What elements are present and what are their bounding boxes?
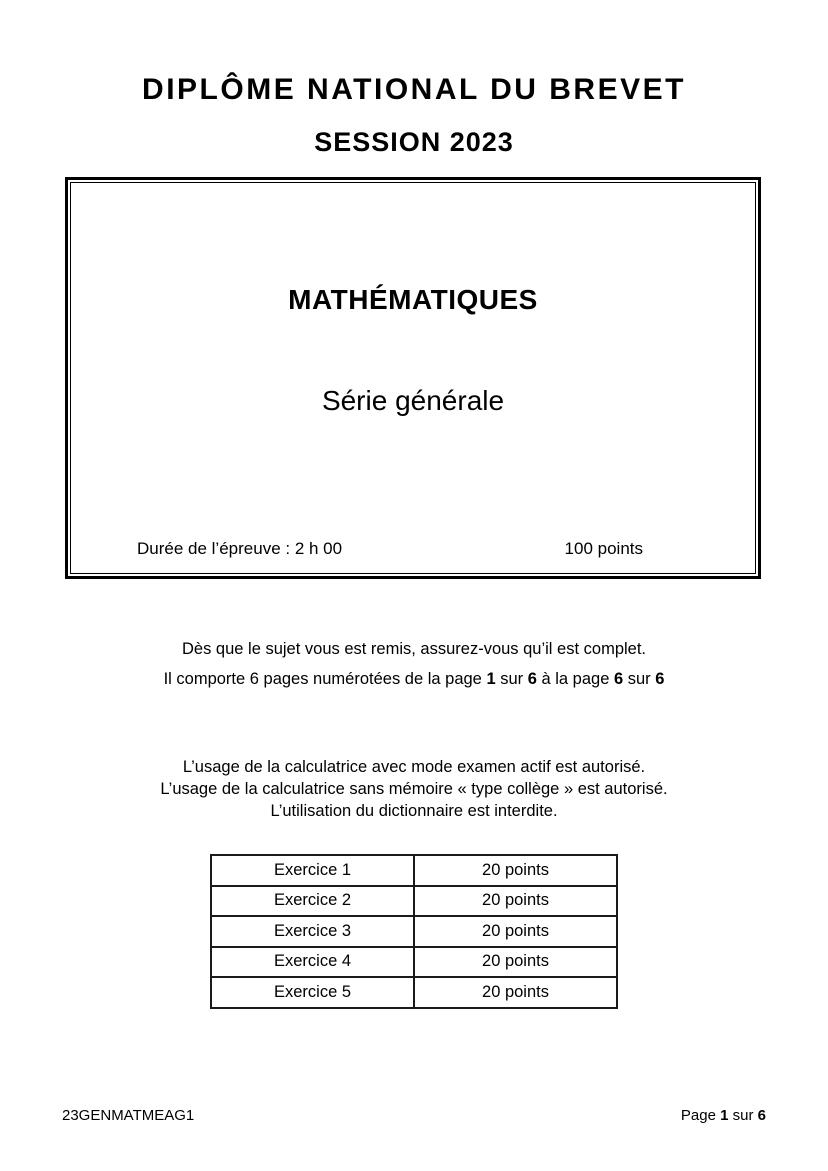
exercise-cell: Exercice 5 <box>211 977 414 1008</box>
pagination-number: 6 <box>655 670 665 688</box>
pagination-text: sur <box>495 670 528 688</box>
table-row <box>211 947 617 978</box>
exercise-cell: Exercice 1 <box>211 855 414 886</box>
table-row <box>211 916 617 947</box>
subject-box-inner-border <box>70 182 756 574</box>
exercise-cell: Exercice 4 <box>211 947 414 978</box>
points-table <box>210 854 618 1009</box>
table-row <box>211 855 617 886</box>
points-cell: 20 points <box>414 886 617 917</box>
subject-box <box>65 177 761 579</box>
points-cell: 20 points <box>414 947 617 978</box>
exam-title: DIPLÔME NATIONAL DU BREVET <box>142 73 686 106</box>
pagination-text: sur <box>623 670 656 688</box>
page-number-current: 1 <box>720 1107 729 1124</box>
exam-duration: Durée de l’épreuve : 2 h 00 <box>137 539 343 558</box>
completeness-line2 <box>0 664 828 694</box>
pagination-number: 6 <box>613 670 624 688</box>
pagination-number: 6 <box>527 670 537 688</box>
calculator-line1: L’usage de la calculatrice avec mode examen actif est autorisé. <box>182 758 646 776</box>
completeness-notice <box>0 634 828 694</box>
calculator-notice <box>0 756 828 822</box>
exercise-cell: Exercice 3 <box>211 916 414 947</box>
subject-name: MATHÉMATIQUES <box>288 284 538 315</box>
page-number-total: 6 <box>757 1107 766 1124</box>
points-cell: 20 points <box>414 916 617 947</box>
table-row <box>211 886 617 917</box>
subject-box-bottom-row <box>71 539 755 559</box>
exam-session: SESSION 2023 <box>314 127 514 157</box>
subject-series: Série générale <box>321 385 505 416</box>
page-footer <box>62 1107 766 1124</box>
points-cell: 20 points <box>414 977 617 1008</box>
exam-total-points: 100 points <box>564 539 643 558</box>
page-number-text: Page <box>680 1107 721 1124</box>
document-reference: 23GENMATMEAG1 <box>62 1107 195 1124</box>
page-number-text: sur <box>728 1107 758 1124</box>
exercise-cell: Exercice 2 <box>211 886 414 917</box>
pagination-number: 1 <box>486 670 496 688</box>
pagination-text: à la page <box>536 670 614 688</box>
page-number <box>681 1107 766 1124</box>
calculator-line3: L’utilisation du dictionnaire est interdite. <box>270 802 558 820</box>
completeness-line1: Dès que le sujet vous est remis, assurez-vous qu’il est complet. <box>181 640 647 658</box>
points-cell: 20 points <box>414 855 617 886</box>
table-row <box>211 977 617 1008</box>
pagination-text: Il comporte 6 pages numérotées de la page <box>163 670 487 688</box>
calculator-line2: L’usage de la calculatrice sans mémoire « type collège » est autorisé. <box>160 780 668 798</box>
